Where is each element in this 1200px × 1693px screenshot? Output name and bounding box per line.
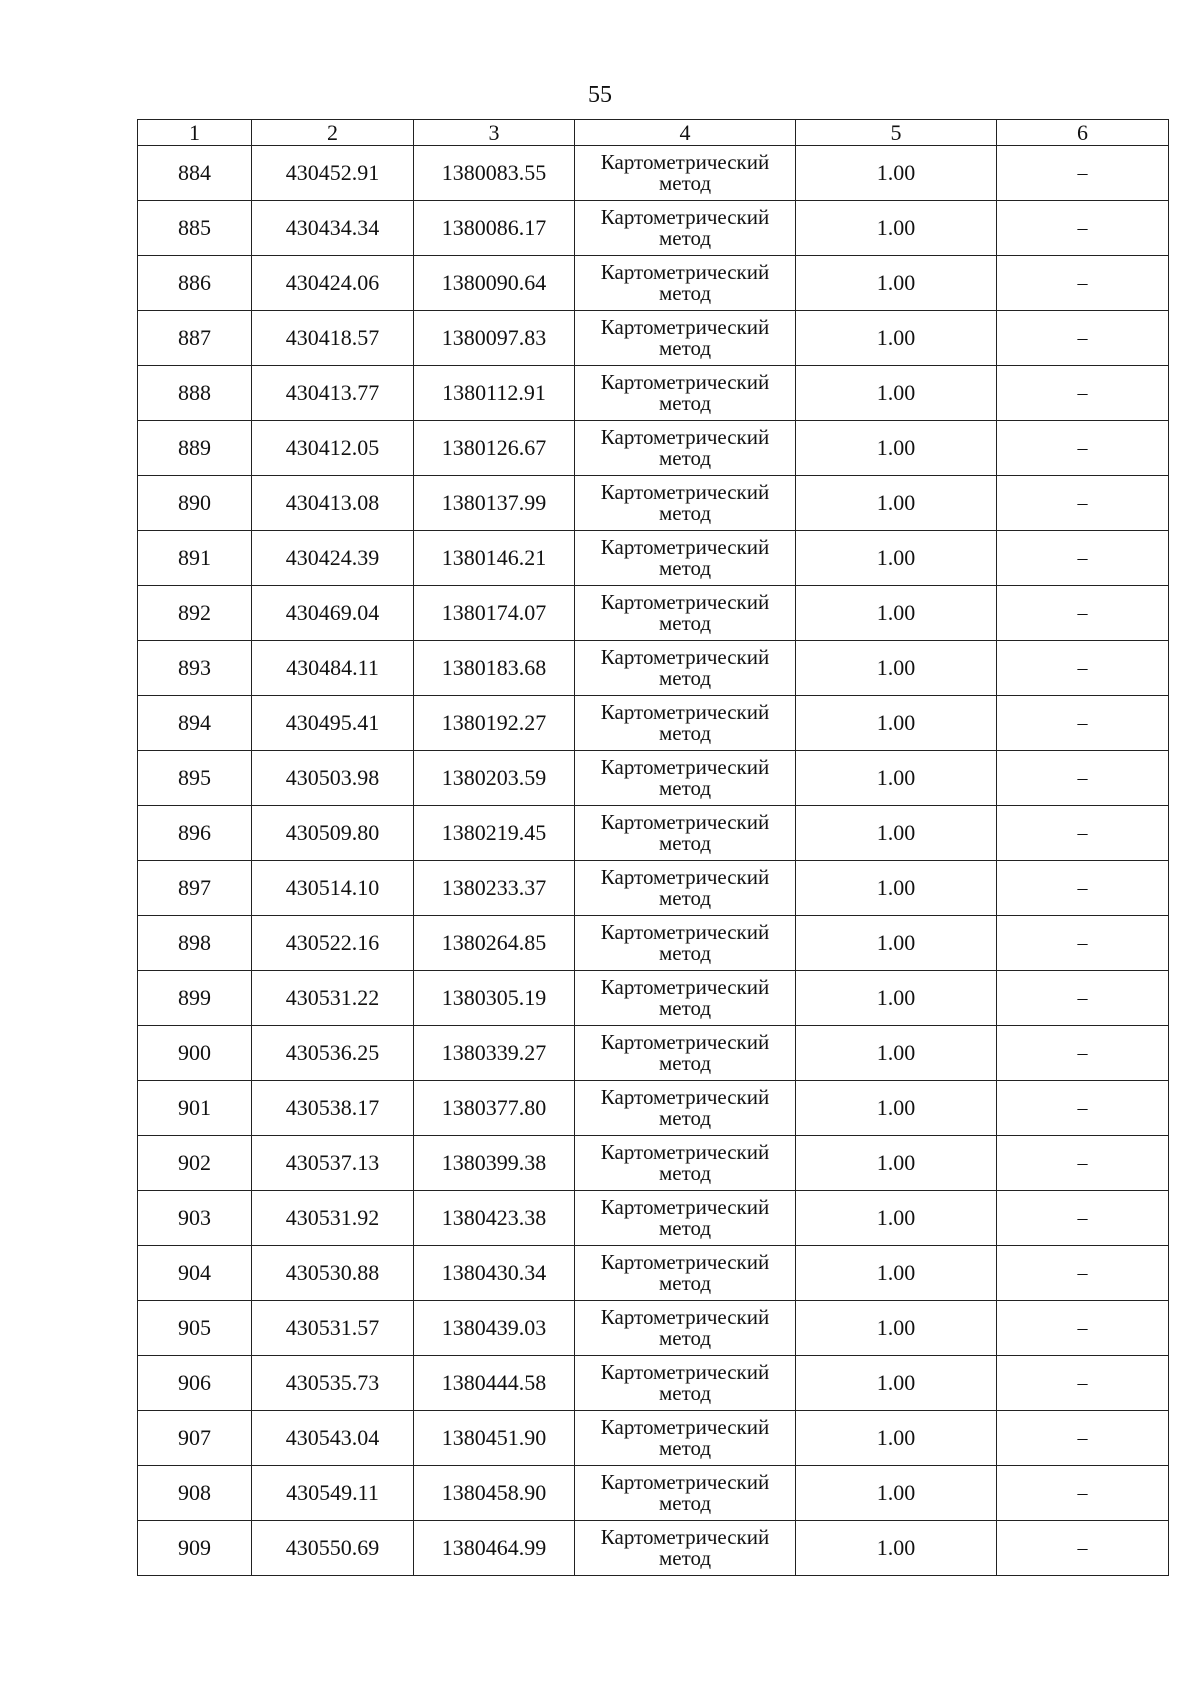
- y-coordinate-cell: 1380305.19: [414, 971, 575, 1026]
- accuracy-cell: 1.00: [796, 201, 997, 256]
- table-header-row: [138, 120, 1169, 146]
- method-line: метод: [658, 336, 712, 360]
- point-number-cell: 899: [138, 971, 252, 1026]
- method-line: метод: [658, 831, 712, 855]
- x-coordinate-cell: 430469.04: [252, 586, 414, 641]
- x-coordinate-cell: 430522.16: [252, 916, 414, 971]
- method-line: метод: [658, 1546, 712, 1570]
- accuracy-cell: 1.00: [796, 916, 997, 971]
- y-coordinate-cell: 1380399.38: [414, 1136, 575, 1191]
- accuracy-cell: 1.00: [796, 1026, 997, 1081]
- method-cell: [575, 421, 796, 476]
- x-coordinate-cell: 430452.91: [252, 146, 414, 201]
- point-number-cell: 904: [138, 1246, 252, 1301]
- x-coordinate-cell: 430434.34: [252, 201, 414, 256]
- method-cell: [575, 256, 796, 311]
- y-coordinate-cell: 1380451.90: [414, 1411, 575, 1466]
- point-number-cell: 901: [138, 1081, 252, 1136]
- point-number-cell: 895: [138, 751, 252, 806]
- x-coordinate-cell: 430536.25: [252, 1026, 414, 1081]
- table-row: [138, 256, 1169, 311]
- column-header: 4: [575, 120, 796, 146]
- note-cell: –: [997, 806, 1169, 861]
- method-line: Картометрический: [600, 1030, 770, 1054]
- y-coordinate-cell: 1380444.58: [414, 1356, 575, 1411]
- x-coordinate-cell: 430531.22: [252, 971, 414, 1026]
- method-line: Картометрический: [600, 700, 770, 724]
- note-cell: –: [997, 751, 1169, 806]
- accuracy-cell: 1.00: [796, 641, 997, 696]
- column-header: 3: [414, 120, 575, 146]
- method-cell: [575, 1411, 796, 1466]
- accuracy-cell: 1.00: [796, 1356, 997, 1411]
- y-coordinate-cell: 1380146.21: [414, 531, 575, 586]
- note-cell: –: [997, 1301, 1169, 1356]
- method-cell: [575, 201, 796, 256]
- method-line: Картометрический: [600, 1085, 770, 1109]
- table-row: [138, 1301, 1169, 1356]
- table-row: [138, 861, 1169, 916]
- method-line: метод: [658, 501, 712, 525]
- y-coordinate-cell: 1380126.67: [414, 421, 575, 476]
- x-coordinate-cell: 430412.05: [252, 421, 414, 476]
- column-header: 1: [138, 120, 252, 146]
- point-number-cell: 894: [138, 696, 252, 751]
- note-cell: –: [997, 366, 1169, 421]
- method-line: метод: [658, 1106, 712, 1130]
- method-line: метод: [658, 1161, 712, 1185]
- point-number-cell: 889: [138, 421, 252, 476]
- note-cell: –: [997, 476, 1169, 531]
- table-row: [138, 806, 1169, 861]
- point-number-cell: 900: [138, 1026, 252, 1081]
- x-coordinate-cell: 430530.88: [252, 1246, 414, 1301]
- point-number-cell: 897: [138, 861, 252, 916]
- accuracy-cell: 1.00: [796, 1411, 997, 1466]
- x-coordinate-cell: 430543.04: [252, 1411, 414, 1466]
- point-number-cell: 884: [138, 146, 252, 201]
- note-cell: –: [997, 1191, 1169, 1246]
- table-row: [138, 1246, 1169, 1301]
- method-line: метод: [658, 1216, 712, 1240]
- method-cell: [575, 751, 796, 806]
- method-line: Картометрический: [600, 920, 770, 944]
- table-row: [138, 201, 1169, 256]
- accuracy-cell: 1.00: [796, 1466, 997, 1521]
- table-row: [138, 586, 1169, 641]
- table-row: [138, 146, 1169, 201]
- method-line: Картометрический: [600, 205, 770, 229]
- point-number-cell: 896: [138, 806, 252, 861]
- y-coordinate-cell: 1380174.07: [414, 586, 575, 641]
- method-cell: [575, 366, 796, 421]
- method-line: метод: [658, 886, 712, 910]
- method-cell: [575, 641, 796, 696]
- method-cell: [575, 861, 796, 916]
- note-cell: –: [997, 201, 1169, 256]
- table-row: [138, 916, 1169, 971]
- table-row: [138, 1411, 1169, 1466]
- note-cell: –: [997, 421, 1169, 476]
- method-line: метод: [658, 226, 712, 250]
- table-row: [138, 751, 1169, 806]
- method-line: Картометрический: [600, 1415, 770, 1439]
- point-number-cell: 892: [138, 586, 252, 641]
- point-number-cell: 888: [138, 366, 252, 421]
- table-row: [138, 1466, 1169, 1521]
- note-cell: –: [997, 971, 1169, 1026]
- accuracy-cell: 1.00: [796, 1301, 997, 1356]
- y-coordinate-cell: 1380137.99: [414, 476, 575, 531]
- method-cell: [575, 1466, 796, 1521]
- y-coordinate-cell: 1380112.91: [414, 366, 575, 421]
- method-line: метод: [658, 1326, 712, 1350]
- note-cell: –: [997, 586, 1169, 641]
- x-coordinate-cell: 430531.57: [252, 1301, 414, 1356]
- note-cell: –: [997, 531, 1169, 586]
- page-number: 55: [588, 82, 612, 108]
- method-line: Картометрический: [600, 480, 770, 504]
- table-row: [138, 1081, 1169, 1136]
- y-coordinate-cell: 1380183.68: [414, 641, 575, 696]
- point-number-cell: 909: [138, 1521, 252, 1576]
- y-coordinate-cell: 1380377.80: [414, 1081, 575, 1136]
- method-cell: [575, 1136, 796, 1191]
- note-cell: –: [997, 696, 1169, 751]
- point-number-cell: 887: [138, 311, 252, 366]
- note-cell: –: [997, 1026, 1169, 1081]
- x-coordinate-cell: 430531.92: [252, 1191, 414, 1246]
- accuracy-cell: 1.00: [796, 146, 997, 201]
- table-row: [138, 1356, 1169, 1411]
- x-coordinate-cell: 430535.73: [252, 1356, 414, 1411]
- method-line: метод: [658, 391, 712, 415]
- accuracy-cell: 1.00: [796, 1136, 997, 1191]
- y-coordinate-cell: 1380086.17: [414, 201, 575, 256]
- x-coordinate-cell: 430509.80: [252, 806, 414, 861]
- method-line: метод: [658, 666, 712, 690]
- method-line: Картометрический: [600, 1305, 770, 1329]
- method-line: метод: [658, 721, 712, 745]
- method-line: Картометрический: [600, 810, 770, 834]
- y-coordinate-cell: 1380219.45: [414, 806, 575, 861]
- method-line: метод: [658, 1381, 712, 1405]
- note-cell: –: [997, 256, 1169, 311]
- point-number-cell: 908: [138, 1466, 252, 1521]
- point-number-cell: 906: [138, 1356, 252, 1411]
- point-number-cell: 891: [138, 531, 252, 586]
- table-row: [138, 1191, 1169, 1246]
- table-row: [138, 641, 1169, 696]
- note-cell: –: [997, 1246, 1169, 1301]
- method-cell: [575, 806, 796, 861]
- method-line: Картометрический: [600, 755, 770, 779]
- method-line: Картометрический: [600, 1525, 770, 1549]
- point-number-cell: 905: [138, 1301, 252, 1356]
- table-row: [138, 311, 1169, 366]
- note-cell: –: [997, 641, 1169, 696]
- table-row: [138, 1136, 1169, 1191]
- method-line: Картометрический: [600, 590, 770, 614]
- y-coordinate-cell: 1380458.90: [414, 1466, 575, 1521]
- table-row: [138, 366, 1169, 421]
- method-cell: [575, 586, 796, 641]
- x-coordinate-cell: 430413.08: [252, 476, 414, 531]
- method-line: Картометрический: [600, 425, 770, 449]
- coordinates-table: [137, 119, 1169, 1576]
- method-line: метод: [658, 1051, 712, 1075]
- point-number-cell: 893: [138, 641, 252, 696]
- x-coordinate-cell: 430538.17: [252, 1081, 414, 1136]
- x-coordinate-cell: 430424.39: [252, 531, 414, 586]
- x-coordinate-cell: 430514.10: [252, 861, 414, 916]
- method-line: Картометрический: [600, 1470, 770, 1494]
- y-coordinate-cell: 1380097.83: [414, 311, 575, 366]
- accuracy-cell: 1.00: [796, 861, 997, 916]
- y-coordinate-cell: 1380430.34: [414, 1246, 575, 1301]
- table-body: [138, 146, 1169, 1576]
- y-coordinate-cell: 1380192.27: [414, 696, 575, 751]
- accuracy-cell: 1.00: [796, 1521, 997, 1576]
- accuracy-cell: 1.00: [796, 1081, 997, 1136]
- method-line: метод: [658, 171, 712, 195]
- accuracy-cell: 1.00: [796, 1191, 997, 1246]
- method-line: метод: [658, 281, 712, 305]
- point-number-cell: 907: [138, 1411, 252, 1466]
- method-cell: [575, 1081, 796, 1136]
- table-row: [138, 1026, 1169, 1081]
- x-coordinate-cell: 430503.98: [252, 751, 414, 806]
- method-line: Картометрический: [600, 315, 770, 339]
- accuracy-cell: 1.00: [796, 586, 997, 641]
- accuracy-cell: 1.00: [796, 806, 997, 861]
- point-number-cell: 902: [138, 1136, 252, 1191]
- x-coordinate-cell: 430550.69: [252, 1521, 414, 1576]
- note-cell: –: [997, 311, 1169, 366]
- y-coordinate-cell: 1380264.85: [414, 916, 575, 971]
- column-header: 2: [252, 120, 414, 146]
- y-coordinate-cell: 1380423.38: [414, 1191, 575, 1246]
- table-row: [138, 696, 1169, 751]
- accuracy-cell: 1.00: [796, 256, 997, 311]
- method-line: Картометрический: [600, 1195, 770, 1219]
- note-cell: –: [997, 1466, 1169, 1521]
- method-cell: [575, 146, 796, 201]
- note-cell: –: [997, 1411, 1169, 1466]
- table-row: [138, 476, 1169, 531]
- table-row: [138, 531, 1169, 586]
- column-header: 5: [796, 120, 997, 146]
- point-number-cell: 885: [138, 201, 252, 256]
- point-number-cell: 890: [138, 476, 252, 531]
- y-coordinate-cell: 1380203.59: [414, 751, 575, 806]
- y-coordinate-cell: 1380439.03: [414, 1301, 575, 1356]
- y-coordinate-cell: 1380339.27: [414, 1026, 575, 1081]
- method-cell: [575, 696, 796, 751]
- method-cell: [575, 1301, 796, 1356]
- method-line: Картометрический: [600, 370, 770, 394]
- method-cell: [575, 476, 796, 531]
- note-cell: –: [997, 1521, 1169, 1576]
- method-cell: [575, 1026, 796, 1081]
- method-line: метод: [658, 1491, 712, 1515]
- x-coordinate-cell: 430537.13: [252, 1136, 414, 1191]
- method-line: метод: [658, 1436, 712, 1460]
- method-line: Картометрический: [600, 1360, 770, 1384]
- y-coordinate-cell: 1380083.55: [414, 146, 575, 201]
- table-row: [138, 1521, 1169, 1576]
- x-coordinate-cell: 430413.77: [252, 366, 414, 421]
- x-coordinate-cell: 430549.11: [252, 1466, 414, 1521]
- x-coordinate-cell: 430418.57: [252, 311, 414, 366]
- method-cell: [575, 1521, 796, 1576]
- method-line: метод: [658, 996, 712, 1020]
- method-line: Картометрический: [600, 1250, 770, 1274]
- method-cell: [575, 531, 796, 586]
- accuracy-cell: 1.00: [796, 1246, 997, 1301]
- accuracy-cell: 1.00: [796, 696, 997, 751]
- method-line: Картометрический: [600, 535, 770, 559]
- point-number-cell: 898: [138, 916, 252, 971]
- method-line: Картометрический: [600, 975, 770, 999]
- x-coordinate-cell: 430495.41: [252, 696, 414, 751]
- method-line: метод: [658, 776, 712, 800]
- method-line: метод: [658, 446, 712, 470]
- note-cell: –: [997, 1356, 1169, 1411]
- point-number-cell: 886: [138, 256, 252, 311]
- method-line: метод: [658, 1271, 712, 1295]
- y-coordinate-cell: 1380233.37: [414, 861, 575, 916]
- method-line: Картометрический: [600, 645, 770, 669]
- column-header: 6: [997, 120, 1169, 146]
- accuracy-cell: 1.00: [796, 751, 997, 806]
- method-cell: [575, 971, 796, 1026]
- note-cell: –: [997, 1081, 1169, 1136]
- y-coordinate-cell: 1380464.99: [414, 1521, 575, 1576]
- table-row: [138, 971, 1169, 1026]
- x-coordinate-cell: 430424.06: [252, 256, 414, 311]
- method-line: Картометрический: [600, 260, 770, 284]
- method-line: метод: [658, 556, 712, 580]
- method-line: метод: [658, 941, 712, 965]
- method-cell: [575, 1356, 796, 1411]
- accuracy-cell: 1.00: [796, 421, 997, 476]
- method-line: Картометрический: [600, 1140, 770, 1164]
- method-cell: [575, 1191, 796, 1246]
- method-cell: [575, 1246, 796, 1301]
- note-cell: –: [997, 146, 1169, 201]
- note-cell: –: [997, 861, 1169, 916]
- method-line: Картометрический: [600, 865, 770, 889]
- note-cell: –: [997, 916, 1169, 971]
- y-coordinate-cell: 1380090.64: [414, 256, 575, 311]
- x-coordinate-cell: 430484.11: [252, 641, 414, 696]
- accuracy-cell: 1.00: [796, 971, 997, 1026]
- method-cell: [575, 916, 796, 971]
- accuracy-cell: 1.00: [796, 366, 997, 421]
- table-row: [138, 421, 1169, 476]
- method-line: Картометрический: [600, 150, 770, 174]
- method-cell: [575, 311, 796, 366]
- method-line: метод: [658, 611, 712, 635]
- point-number-cell: 903: [138, 1191, 252, 1246]
- accuracy-cell: 1.00: [796, 476, 997, 531]
- accuracy-cell: 1.00: [796, 531, 997, 586]
- accuracy-cell: 1.00: [796, 311, 997, 366]
- note-cell: –: [997, 1136, 1169, 1191]
